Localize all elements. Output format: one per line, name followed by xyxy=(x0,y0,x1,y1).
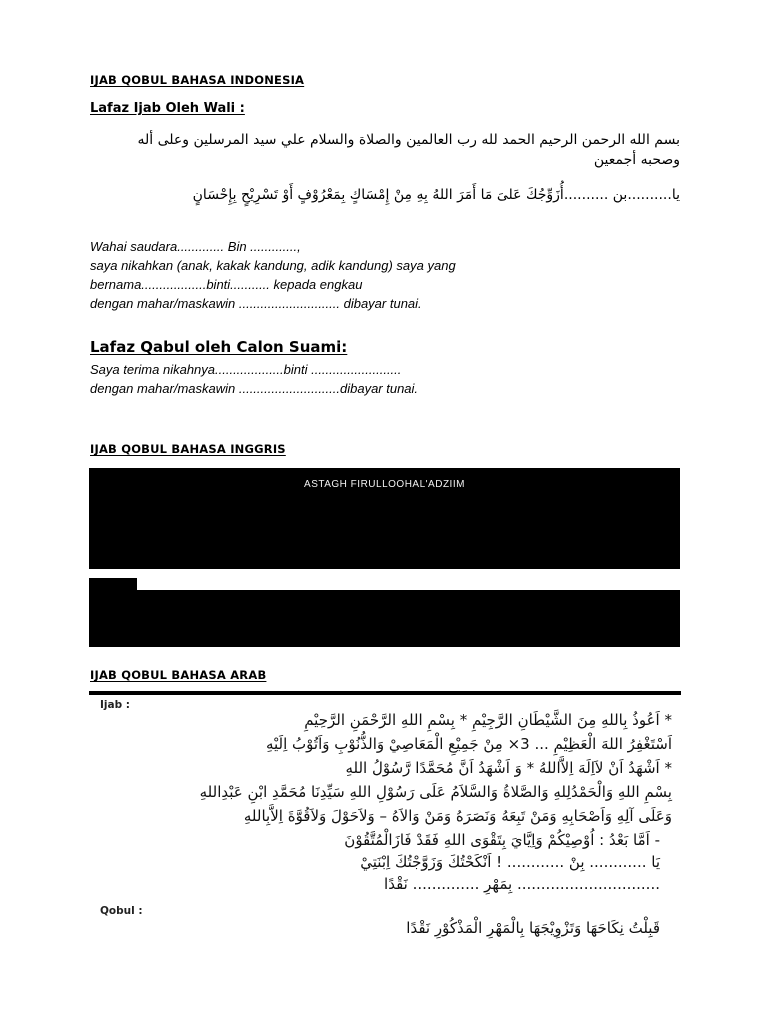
qabul-heading: Lafaz Qabul oleh Calon Suami: xyxy=(90,338,348,356)
section-title-inggris: IJAB QOBUL BAHASA INGGRIS xyxy=(90,442,286,456)
qobul-label: Qobul : xyxy=(100,905,143,917)
arabic-opening-line1: بسم الله الرحمن الرحيم الحمد لله رب العالمين والصلاة والسلام علي سيد المرسلين وعلى أله xyxy=(137,132,680,148)
ijab-heading: Lafaz Ijab Oleh Wali : xyxy=(90,101,245,116)
ijab-line: saya nikahkan (anak, kakak kandung, adik kandung) saya yang xyxy=(90,258,456,273)
section-title-arab: IJAB QOBUL BAHASA ARAB xyxy=(90,668,267,682)
arab-ijab-line: بِسْمِ اللهِ وَالْحَمْدُلِلهِ وَالصَّلاةُ وَالسَّلاَمُ عَلَى رَسُوْلِ اللهِ سَيِّدِنَا مُحَمَّدِ ابْنِ عَبْدِاللهِ xyxy=(199,783,672,801)
arabic-ijab-line: يا..........بن ..........أُزَوِّجُكَ عَلىَ مَا أَمَرَ اللهُ بِهِ مِنْ إِمْسَاكٍ بِمَعْرُوْفٍ أَوْ تَسْرِيْحٍ بِإِحْسَانٍ xyxy=(192,187,680,203)
qabul-text xyxy=(90,360,670,398)
ijab-line: Wahai saudara............. Bin ............., xyxy=(90,239,301,254)
section-title-indonesia: IJAB QOBUL BAHASA INDONESIA xyxy=(90,73,305,87)
arab-ijab-line: .............................. بِمَهْرِ .............. نَقْدًا xyxy=(384,875,660,893)
redacted-image-top xyxy=(89,468,680,569)
arabic-scan-image xyxy=(92,697,680,947)
ijab-text xyxy=(90,237,670,313)
qabul-line: Saya terima nikahnya...................binti ......................... xyxy=(90,362,402,377)
qabul-line: dengan mahar/maskawin ............................dibayar tunai. xyxy=(90,381,419,396)
arab-qobul-line: قَبِلْتُ نِكَاحَهَا وَتَزْوِيْجَهَا بِالْمَهْرِ الْمَذْكُوْرِ نَقْدًا xyxy=(406,919,660,937)
arab-ijab-line: يَا ............ بِنْ ............ ! اَنْكَحْتُكَ وَزَوَّجْتُكَ اِبْنَتِيْ xyxy=(360,853,660,871)
arab-ijab-line: - اَمَّا بَعْدُ : اُوْصِيْكُمْ وَاِيَّايَ بِتَقْوَى اللهِ فَقَدْ فَازَالْمُتَّقُوْنَ xyxy=(344,831,660,849)
arab-ijab-line: * اَعُوذُ بِاللهِ مِنَ الشَّيْطَانِ الرَّجِيْمِ * بِسْمِ اللهِ الرَّحْمَنِ الرَّحِيْمِ xyxy=(304,711,672,729)
arab-ijab-line: * اَشْهَدُ اَنْ لاَاِلَهَ اِلاَّاللهُ * وَ اَشْهَدُ اَنَّ مُحَمَّدًا رَّسُوْلُ اللهِ xyxy=(345,759,672,777)
scan-top-border xyxy=(89,691,681,695)
arab-ijab-line: اَسْتَغْفِرُ اللهَ الْعَظِيْمِ ... 3× مِنْ جَمِيْعِ الْمَعَاصِيْ وَالذُّنُوْبِ وَاَتُوْبُ اِلَيْهِ xyxy=(265,735,672,753)
ijab-line: dengan mahar/maskawin ............................ dibayar tunai. xyxy=(90,296,422,311)
ijab-label: Ijab : xyxy=(100,699,130,711)
ijab-line: bernama..................binti........... kepada engkau xyxy=(90,277,363,292)
redacted-image-caption: ASTAGH FIRULLOOHAL'ADZIIM xyxy=(304,479,465,490)
arabic-opening-line2: وصحبه أجمعين xyxy=(593,152,680,168)
arab-ijab-line: وَعَلَى آلِهِ وَاَصْحَابِهِ وَمَنْ تَبِعَهُ وَنَصَرَهُ وَمَنْ وَالاَهُ – وَلاَحَوْلَ وَلاَقُوَّةَ اِلاَّبِاللهِ xyxy=(243,807,672,825)
redacted-image-bottom xyxy=(89,590,680,647)
